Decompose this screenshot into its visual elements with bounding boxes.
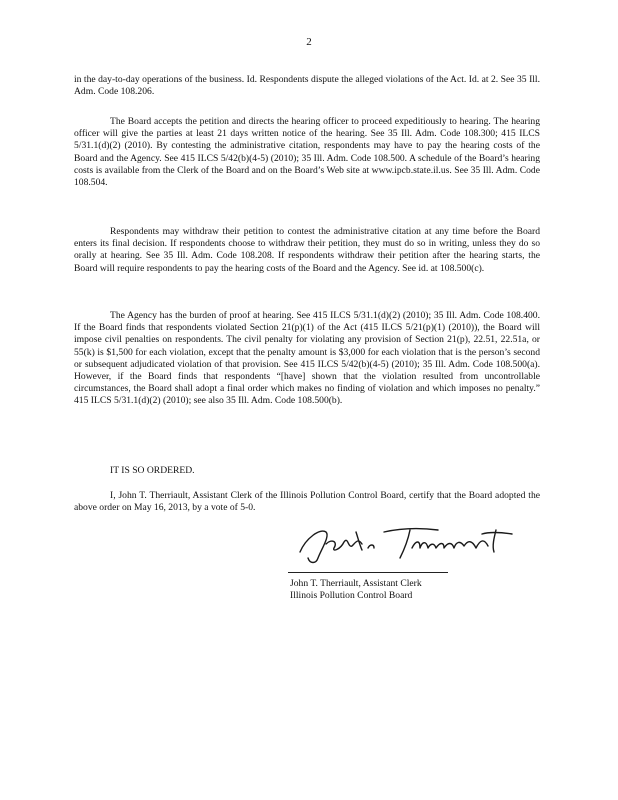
page-number: 2 — [306, 36, 312, 48]
signature-line — [288, 572, 448, 573]
certification-paragraph: I, John T. Therriault, Assistant Clerk of the Illinois Pollution Control Board, certify that the Board adopted the above order on May 16, 2013, by a vote of 5-0. — [74, 490, 540, 514]
so-ordered: IT IS SO ORDERED. — [110, 465, 195, 476]
signer-name-title: John T. Therriault, Assistant Clerk — [290, 578, 422, 589]
signer-organization: Illinois Pollution Control Board — [290, 590, 413, 602]
signer-block — [290, 578, 422, 603]
paragraph-burden-of-proof: The Agency has the burden of proof at hearing. See 415 ILCS 5/31.1(d)(2) (2010); 35 Ill. Adm. Code 108.400. If the Board finds that respondents violated Section 21(p)(1) of the Act (415 ILCS 5/21(p)(1) (2010)), the Board will impose civil penalties on respondents. The civil penalty for violating any provision of Section 21(p), 22.51, 22.51a, or 55(k) is $1,500 for each violation, except that the penalty amount is $3,000 for each violation that is the person’s second or subsequent adjudicated violation of that provision. See 415 ILCS 5/42(b)(4-5) (2010); 35 Ill. Adm. Code 108.500(a). However, if the Board finds that respondents “[have] shown that the violation resulted from uncontrollable circumstances, the Board shall adopt a final order which makes no finding of violation and which imposes no penalty.” 415 ILCS 5/31.1(d)(2) (2010); see also 35 Ill. Adm. Code 108.500(b). — [74, 310, 540, 407]
paragraph-withdrawal: Respondents may withdraw their petition to contest the administrative citation at any time before the Board enters its final decision. If respondents choose to withdraw their petition, they must do so in writing, unless they do so orally at hearing. See 35 Ill. Adm. Code 108.208. If respondents withdraw their petition after the hearing starts, the Board will require respondents to pay the hearing costs of the Board and the Agency. See id. at 108.500(c). — [74, 226, 540, 274]
handwritten-signature — [292, 518, 532, 566]
paragraph-hearing: The Board accepts the petition and directs the hearing officer to proceed expeditiously to hearing. The hearing officer will give the parties at least 21 days written notice of the hearing. See 35 Ill. Adm. Code 108.300; 415 ILCS 5/31.1(d)(2) (2010). By contesting the administrative citation, respondents may have to pay the hearing costs of the Board and the Agency. See 415 ILCS 5/42(b)(4-5) (2010); 35 Ill. Adm. Code 108.500. A schedule of the Board’s hearing costs is available from the Clerk of the Board and on the Board’s Web site at www.ipcb.state.il.us. See 35 Ill. Adm. Code 108.504. — [74, 116, 540, 189]
paragraph-background: in the day-to-day operations of the business. Id. Respondents dispute the alleged violations of the Act. Id. at 2. See 35 Ill. Adm. Code 108.206. — [74, 74, 540, 98]
